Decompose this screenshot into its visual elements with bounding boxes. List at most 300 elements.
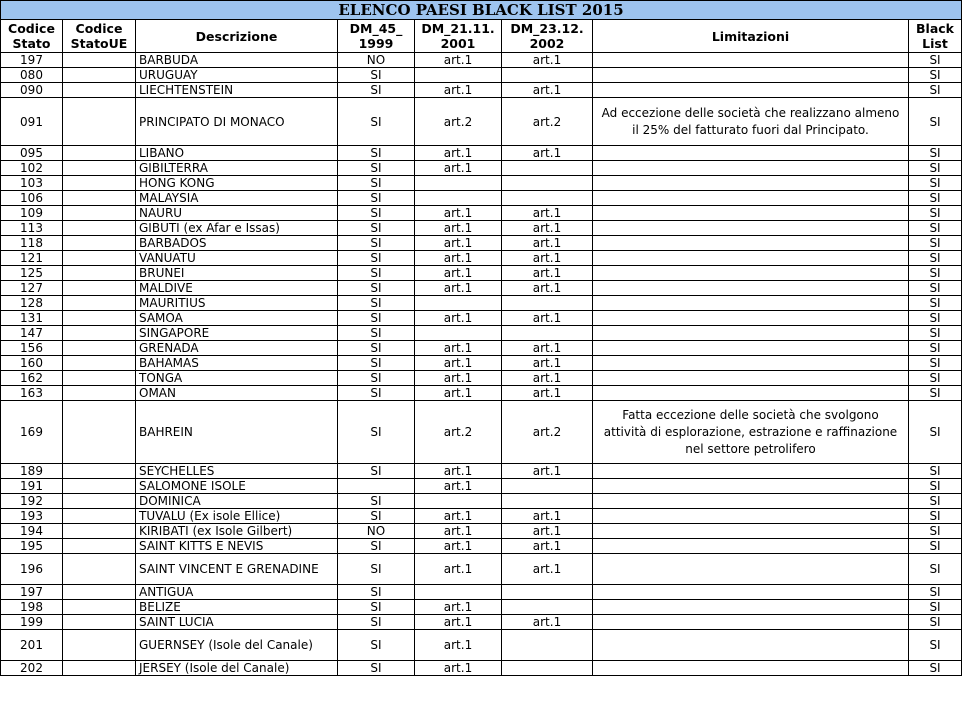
cell-dm23: art.2: [502, 98, 593, 146]
cell-codice-stato: 189: [1, 464, 63, 479]
cell-codice-stato: 191: [1, 479, 63, 494]
cell-codice-statoue: [63, 524, 136, 539]
cell-descrizione: ANTIGUA: [136, 585, 338, 600]
cell-codice-statoue: [63, 146, 136, 161]
cell-codice-stato: 194: [1, 524, 63, 539]
cell-dm21: [415, 296, 502, 311]
table-row: [1, 266, 962, 281]
cell-descrizione: BAHREIN: [136, 401, 338, 464]
cell-codice-stato: 125: [1, 266, 63, 281]
cell-dm21: art.1: [415, 251, 502, 266]
cell-dm45: SI: [338, 554, 415, 585]
cell-limitazioni: [593, 509, 909, 524]
cell-black-list: SI: [909, 341, 962, 356]
cell-codice-statoue: [63, 83, 136, 98]
cell-black-list: SI: [909, 206, 962, 221]
cell-black-list: SI: [909, 464, 962, 479]
cell-codice-statoue: [63, 386, 136, 401]
cell-limitazioni: [593, 554, 909, 585]
header-limitazioni: Limitazioni: [593, 20, 909, 53]
cell-dm21: [415, 494, 502, 509]
cell-descrizione: TUVALU (Ex isole Ellice): [136, 509, 338, 524]
cell-dm23: art.2: [502, 401, 593, 464]
cell-black-list: SI: [909, 371, 962, 386]
cell-dm21: art.1: [415, 524, 502, 539]
cell-dm23: [502, 68, 593, 83]
cell-dm23: art.1: [502, 371, 593, 386]
header-codice-statoue: Codice StatoUE: [63, 20, 136, 53]
cell-black-list: SI: [909, 251, 962, 266]
cell-dm45: SI: [338, 600, 415, 615]
cell-limitazioni: [593, 191, 909, 206]
cell-dm45: SI: [338, 401, 415, 464]
cell-descrizione: SALOMONE ISOLE: [136, 479, 338, 494]
cell-dm21: art.1: [415, 311, 502, 326]
cell-codice-stato: 090: [1, 83, 63, 98]
cell-codice-stato: 195: [1, 539, 63, 554]
cell-descrizione: GIBILTERRA: [136, 161, 338, 176]
cell-dm45: SI: [338, 161, 415, 176]
cell-dm45: SI: [338, 191, 415, 206]
cell-black-list: SI: [909, 146, 962, 161]
cell-dm23: art.1: [502, 53, 593, 68]
cell-dm21: art.1: [415, 600, 502, 615]
cell-codice-statoue: [63, 251, 136, 266]
cell-dm45: SI: [338, 236, 415, 251]
cell-dm23: art.1: [502, 83, 593, 98]
cell-dm45: SI: [338, 176, 415, 191]
cell-descrizione: SAINT LUCIA: [136, 615, 338, 630]
cell-descrizione: SEYCHELLES: [136, 464, 338, 479]
cell-dm45: SI: [338, 585, 415, 600]
cell-codice-stato: 121: [1, 251, 63, 266]
cell-codice-statoue: [63, 494, 136, 509]
cell-dm23: [502, 326, 593, 341]
cell-codice-stato: 192: [1, 494, 63, 509]
cell-descrizione: SAINT VINCENT E GRENADINE: [136, 554, 338, 585]
cell-codice-stato: 131: [1, 311, 63, 326]
cell-dm21: art.1: [415, 266, 502, 281]
cell-limitazioni: [593, 585, 909, 600]
cell-dm21: art.1: [415, 630, 502, 661]
table-row: [1, 83, 962, 98]
cell-codice-statoue: [63, 509, 136, 524]
cell-descrizione: SAMOA: [136, 311, 338, 326]
table-row: [1, 356, 962, 371]
cell-codice-statoue: [63, 281, 136, 296]
table-row: [1, 68, 962, 83]
table-row: [1, 401, 962, 464]
cell-dm23: [502, 661, 593, 676]
cell-descrizione: KIRIBATI (ex Isole Gilbert): [136, 524, 338, 539]
cell-descrizione: GIBUTI (ex Afar e Issas): [136, 221, 338, 236]
cell-codice-statoue: [63, 371, 136, 386]
cell-descrizione: SAINT KITTS E NEVIS: [136, 539, 338, 554]
cell-dm23: art.1: [502, 464, 593, 479]
cell-descrizione: URUGUAY: [136, 68, 338, 83]
cell-dm45: SI: [338, 266, 415, 281]
cell-descrizione: MALDIVE: [136, 281, 338, 296]
cell-dm45: SI: [338, 386, 415, 401]
cell-dm23: [502, 494, 593, 509]
cell-dm21: [415, 68, 502, 83]
cell-codice-statoue: [63, 161, 136, 176]
cell-codice-stato: 147: [1, 326, 63, 341]
cell-dm23: art.1: [502, 386, 593, 401]
cell-limitazioni: [593, 83, 909, 98]
cell-limitazioni: [593, 356, 909, 371]
cell-dm23: art.1: [502, 221, 593, 236]
cell-codice-statoue: [63, 236, 136, 251]
cell-limitazioni: [593, 371, 909, 386]
cell-descrizione: SINGAPORE: [136, 326, 338, 341]
cell-limitazioni: [593, 53, 909, 68]
cell-codice-stato: 162: [1, 371, 63, 386]
table-row: [1, 479, 962, 494]
table-row: [1, 236, 962, 251]
cell-descrizione: BARBADOS: [136, 236, 338, 251]
cell-descrizione: GRENADA: [136, 341, 338, 356]
cell-limitazioni: [593, 161, 909, 176]
cell-dm23: [502, 630, 593, 661]
cell-dm23: [502, 176, 593, 191]
cell-dm21: art.1: [415, 554, 502, 585]
cell-black-list: SI: [909, 554, 962, 585]
cell-limitazioni: [593, 341, 909, 356]
table-row: [1, 161, 962, 176]
cell-dm21: art.1: [415, 341, 502, 356]
cell-dm45: SI: [338, 509, 415, 524]
cell-limitazioni: [593, 524, 909, 539]
table-row: [1, 221, 962, 236]
cell-dm21: [415, 191, 502, 206]
cell-dm21: art.1: [415, 371, 502, 386]
cell-limitazioni: [593, 221, 909, 236]
cell-dm23: art.1: [502, 539, 593, 554]
cell-codice-stato: 198: [1, 600, 63, 615]
cell-dm21: art.1: [415, 464, 502, 479]
cell-codice-stato: 080: [1, 68, 63, 83]
cell-descrizione: VANUATU: [136, 251, 338, 266]
cell-black-list: SI: [909, 401, 962, 464]
cell-dm23: art.1: [502, 281, 593, 296]
cell-black-list: SI: [909, 356, 962, 371]
table-row: [1, 53, 962, 68]
cell-dm45: SI: [338, 281, 415, 296]
cell-codice-statoue: [63, 326, 136, 341]
cell-codice-statoue: [63, 53, 136, 68]
cell-dm23: art.1: [502, 146, 593, 161]
cell-codice-stato: 091: [1, 98, 63, 146]
cell-black-list: SI: [909, 98, 962, 146]
cell-dm23: art.1: [502, 615, 593, 630]
cell-dm45: SI: [338, 83, 415, 98]
cell-black-list: SI: [909, 236, 962, 251]
cell-descrizione: DOMINICA: [136, 494, 338, 509]
cell-black-list: SI: [909, 311, 962, 326]
cell-descrizione: MAURITIUS: [136, 296, 338, 311]
cell-dm45: SI: [338, 356, 415, 371]
cell-black-list: SI: [909, 281, 962, 296]
cell-codice-stato: 202: [1, 661, 63, 676]
cell-codice-statoue: [63, 661, 136, 676]
cell-codice-stato: 113: [1, 221, 63, 236]
cell-codice-statoue: [63, 98, 136, 146]
cell-dm45: SI: [338, 146, 415, 161]
cell-codice-stato: 156: [1, 341, 63, 356]
cell-limitazioni: [593, 479, 909, 494]
table-row: [1, 661, 962, 676]
cell-dm45: SI: [338, 661, 415, 676]
cell-black-list: SI: [909, 266, 962, 281]
cell-dm21: art.1: [415, 161, 502, 176]
cell-dm23: [502, 161, 593, 176]
table-row: [1, 98, 962, 146]
cell-codice-statoue: [63, 479, 136, 494]
cell-dm21: art.1: [415, 356, 502, 371]
cell-limitazioni: [593, 68, 909, 83]
cell-limitazioni: [593, 206, 909, 221]
cell-dm45: SI: [338, 615, 415, 630]
cell-limitazioni: [593, 176, 909, 191]
cell-codice-stato: 095: [1, 146, 63, 161]
cell-dm21: art.2: [415, 98, 502, 146]
cell-dm45: SI: [338, 221, 415, 236]
cell-codice-statoue: [63, 311, 136, 326]
table-row: [1, 281, 962, 296]
table-row: [1, 341, 962, 356]
cell-codice-stato: 160: [1, 356, 63, 371]
cell-codice-statoue: [63, 341, 136, 356]
cell-limitazioni: [593, 311, 909, 326]
table-row: [1, 371, 962, 386]
cell-codice-statoue: [63, 464, 136, 479]
cell-dm23: [502, 191, 593, 206]
cell-codice-stato: 127: [1, 281, 63, 296]
cell-codice-statoue: [63, 221, 136, 236]
cell-dm23: [502, 296, 593, 311]
cell-dm45: SI: [338, 98, 415, 146]
cell-dm45: SI: [338, 630, 415, 661]
cell-descrizione: HONG KONG: [136, 176, 338, 191]
cell-dm45: SI: [338, 311, 415, 326]
cell-dm21: [415, 326, 502, 341]
cell-dm21: art.1: [415, 146, 502, 161]
cell-descrizione: OMAN: [136, 386, 338, 401]
cell-dm21: art.1: [415, 236, 502, 251]
cell-codice-stato: 169: [1, 401, 63, 464]
cell-dm45: SI: [338, 494, 415, 509]
cell-descrizione: BELIZE: [136, 600, 338, 615]
cell-dm23: [502, 479, 593, 494]
cell-codice-stato: 118: [1, 236, 63, 251]
cell-black-list: SI: [909, 494, 962, 509]
cell-black-list: SI: [909, 53, 962, 68]
cell-dm23: art.1: [502, 236, 593, 251]
cell-black-list: SI: [909, 176, 962, 191]
cell-limitazioni: Ad eccezione delle società che realizzano almeno il 25% del fatturato fuori dal Principato.: [593, 98, 909, 146]
cell-codice-stato: 109: [1, 206, 63, 221]
cell-black-list: SI: [909, 630, 962, 661]
table-row: [1, 585, 962, 600]
cell-dm45: NO: [338, 524, 415, 539]
header-dm23: DM_23.12. 2002: [502, 20, 593, 53]
cell-dm45: SI: [338, 341, 415, 356]
cell-black-list: SI: [909, 615, 962, 630]
cell-codice-statoue: [63, 206, 136, 221]
table-row: [1, 554, 962, 585]
cell-limitazioni: [593, 615, 909, 630]
cell-black-list: SI: [909, 326, 962, 341]
table-row: [1, 386, 962, 401]
header-black-list: Black List: [909, 20, 962, 53]
cell-codice-statoue: [63, 356, 136, 371]
table-row: [1, 251, 962, 266]
cell-codice-stato: 197: [1, 53, 63, 68]
cell-codice-stato: 106: [1, 191, 63, 206]
cell-black-list: SI: [909, 83, 962, 98]
cell-descrizione: LIBANO: [136, 146, 338, 161]
cell-descrizione: GUERNSEY (Isole del Canale): [136, 630, 338, 661]
cell-dm23: art.1: [502, 509, 593, 524]
header-dm21: DM_21.11. 2001: [415, 20, 502, 53]
cell-dm21: [415, 176, 502, 191]
table-row: [1, 464, 962, 479]
cell-codice-stato: 102: [1, 161, 63, 176]
cell-codice-statoue: [63, 554, 136, 585]
cell-black-list: SI: [909, 296, 962, 311]
cell-codice-stato: 163: [1, 386, 63, 401]
cell-limitazioni: [593, 146, 909, 161]
table-row: [1, 176, 962, 191]
table-row: [1, 615, 962, 630]
cell-dm45: SI: [338, 539, 415, 554]
cell-descrizione: NAURU: [136, 206, 338, 221]
cell-codice-statoue: [63, 600, 136, 615]
cell-black-list: SI: [909, 509, 962, 524]
cell-black-list: SI: [909, 661, 962, 676]
cell-limitazioni: [593, 251, 909, 266]
cell-descrizione: TONGA: [136, 371, 338, 386]
cell-limitazioni: [593, 630, 909, 661]
cell-codice-stato: 196: [1, 554, 63, 585]
cell-dm21: [415, 585, 502, 600]
table-row: [1, 206, 962, 221]
cell-dm45: SI: [338, 326, 415, 341]
cell-limitazioni: [593, 539, 909, 554]
cell-limitazioni: [593, 236, 909, 251]
table-row: [1, 539, 962, 554]
cell-dm23: art.1: [502, 266, 593, 281]
cell-codice-statoue: [63, 296, 136, 311]
header-row: [1, 20, 962, 53]
table-row: [1, 630, 962, 661]
cell-dm21: art.1: [415, 386, 502, 401]
cell-limitazioni: [593, 661, 909, 676]
cell-black-list: SI: [909, 524, 962, 539]
cell-dm23: art.1: [502, 311, 593, 326]
table-row: [1, 191, 962, 206]
cell-codice-statoue: [63, 401, 136, 464]
cell-codice-stato: 103: [1, 176, 63, 191]
cell-descrizione: JERSEY (Isole del Canale): [136, 661, 338, 676]
cell-dm21: art.1: [415, 539, 502, 554]
cell-dm23: art.1: [502, 554, 593, 585]
cell-black-list: SI: [909, 585, 962, 600]
cell-dm23: art.1: [502, 206, 593, 221]
cell-dm21: art.1: [415, 479, 502, 494]
cell-dm21: art.2: [415, 401, 502, 464]
cell-dm23: art.1: [502, 251, 593, 266]
cell-dm45: SI: [338, 251, 415, 266]
cell-black-list: SI: [909, 68, 962, 83]
cell-codice-stato: 128: [1, 296, 63, 311]
cell-dm23: [502, 600, 593, 615]
cell-dm21: art.1: [415, 281, 502, 296]
cell-limitazioni: [593, 464, 909, 479]
cell-limitazioni: [593, 296, 909, 311]
cell-dm23: art.1: [502, 341, 593, 356]
cell-dm21: art.1: [415, 206, 502, 221]
table-row: [1, 296, 962, 311]
cell-dm45: SI: [338, 68, 415, 83]
cell-codice-statoue: [63, 615, 136, 630]
cell-dm45: [338, 479, 415, 494]
cell-dm21: art.1: [415, 83, 502, 98]
cell-limitazioni: [593, 266, 909, 281]
cell-dm45: SI: [338, 296, 415, 311]
cell-codice-statoue: [63, 176, 136, 191]
cell-black-list: SI: [909, 221, 962, 236]
cell-dm45: NO: [338, 53, 415, 68]
cell-dm23: art.1: [502, 524, 593, 539]
cell-limitazioni: [593, 281, 909, 296]
cell-limitazioni: [593, 326, 909, 341]
cell-limitazioni: [593, 494, 909, 509]
cell-codice-stato: 199: [1, 615, 63, 630]
cell-dm23: [502, 585, 593, 600]
cell-descrizione: PRINCIPATO DI MONACO: [136, 98, 338, 146]
table-row: [1, 326, 962, 341]
cell-dm45: SI: [338, 371, 415, 386]
cell-black-list: SI: [909, 161, 962, 176]
cell-descrizione: BAHAMAS: [136, 356, 338, 371]
cell-black-list: SI: [909, 191, 962, 206]
cell-descrizione: LIECHTENSTEIN: [136, 83, 338, 98]
cell-limitazioni: [593, 600, 909, 615]
table-row: [1, 494, 962, 509]
cell-dm21: art.1: [415, 509, 502, 524]
cell-descrizione: BRUNEI: [136, 266, 338, 281]
cell-codice-statoue: [63, 539, 136, 554]
cell-dm21: art.1: [415, 661, 502, 676]
cell-codice-statoue: [63, 630, 136, 661]
header-dm45: DM_45_ 1999: [338, 20, 415, 53]
cell-dm23: art.1: [502, 356, 593, 371]
sheet-title: ELENCO PAESI BLACK LIST 2015: [1, 1, 962, 20]
cell-dm21: art.1: [415, 615, 502, 630]
cell-codice-stato: 201: [1, 630, 63, 661]
table-row: [1, 509, 962, 524]
cell-dm45: SI: [338, 464, 415, 479]
cell-codice-stato: 197: [1, 585, 63, 600]
table-row: [1, 311, 962, 326]
cell-codice-statoue: [63, 585, 136, 600]
cell-descrizione: MALAYSIA: [136, 191, 338, 206]
cell-codice-statoue: [63, 191, 136, 206]
cell-limitazioni: [593, 386, 909, 401]
cell-black-list: SI: [909, 386, 962, 401]
